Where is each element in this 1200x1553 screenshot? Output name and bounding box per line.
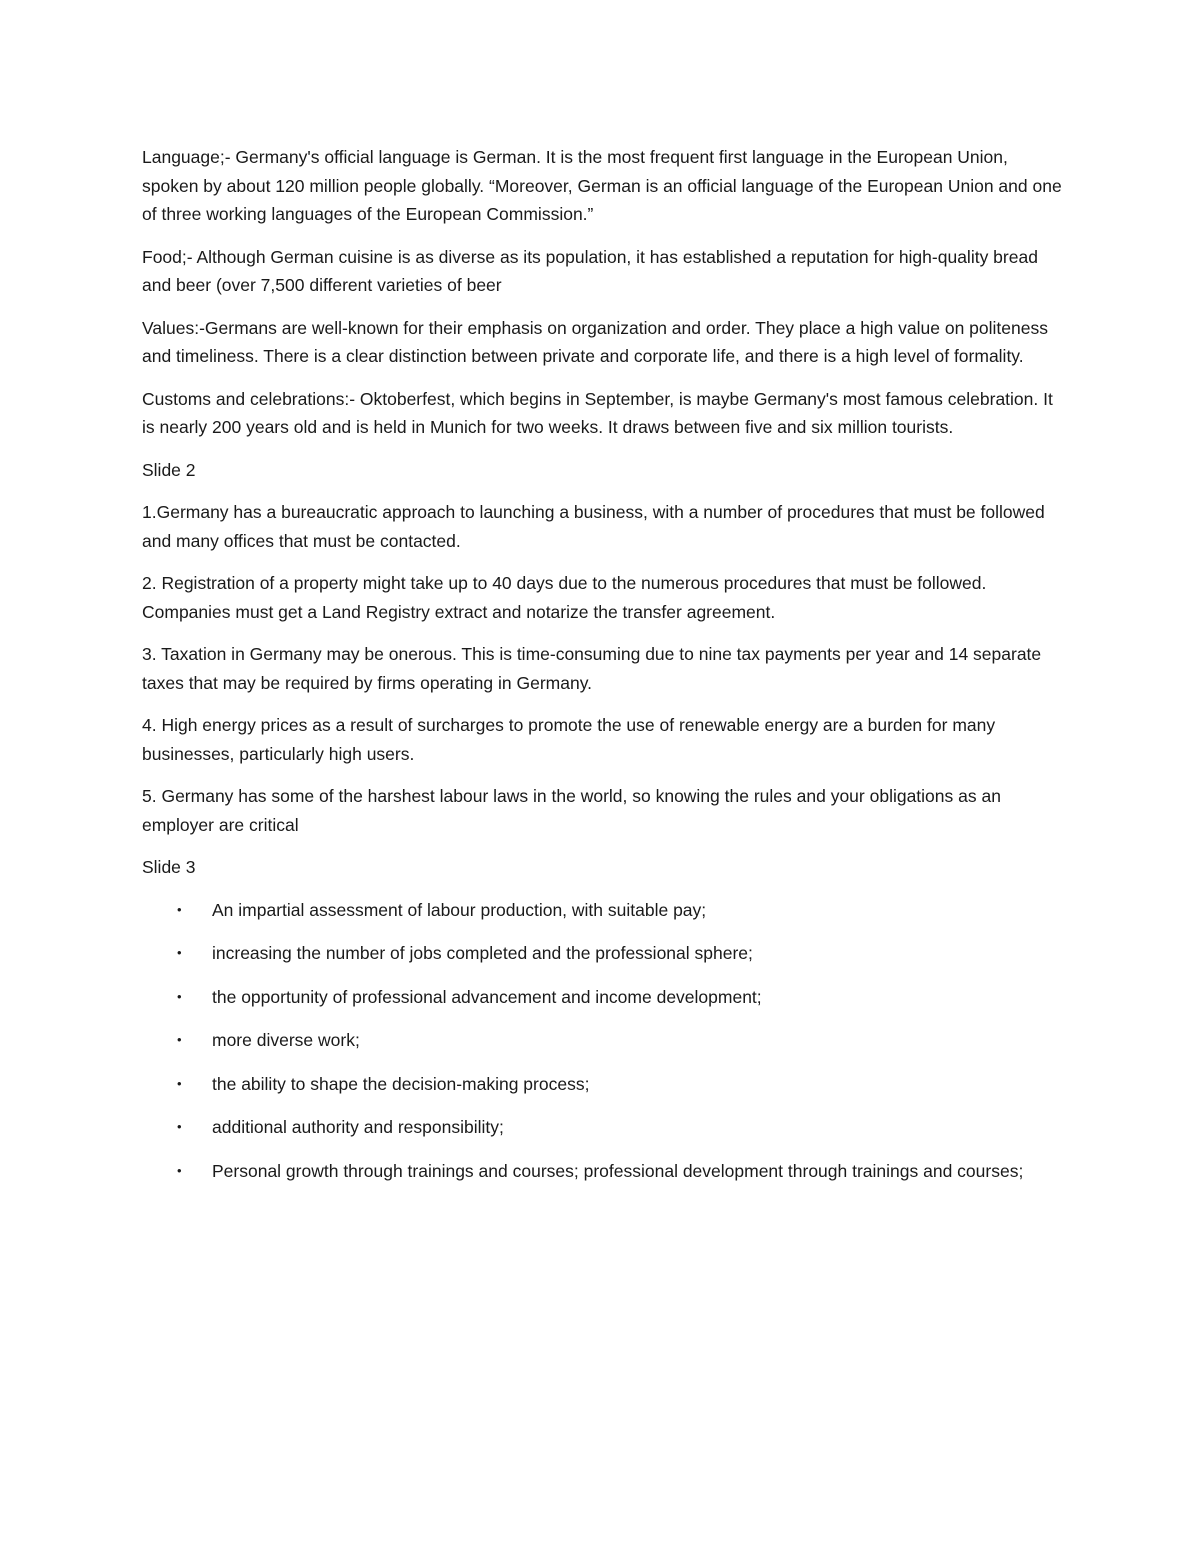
list-item-text: more diverse work; xyxy=(212,1030,360,1050)
bullet-icon: • xyxy=(177,1162,182,1178)
slide-3-label: Slide 3 xyxy=(142,857,196,877)
slide-2-item: 4. High energy prices as a result of surcharges to promote the use of renewable energy are a burden for many businesses, particularly high users. xyxy=(142,715,996,764)
slide-2-item: 5. Germany has some of the harshest labour laws in the world, so knowing the rules and your obligations as an employer are critical xyxy=(142,786,1001,835)
slide-2-item: 3. Taxation in Germany may be onerous. This is time-consuming due to nine tax payments per year and 14 separate taxes that may be required by firms operating in Germany. xyxy=(142,644,1042,693)
list-item xyxy=(142,983,1062,1012)
bullet-icon: • xyxy=(177,988,182,1004)
slide-3-bullet-list xyxy=(142,896,1062,1186)
values-paragraph: Values:-Germans are well-known for their emphasis on organization and order. They place a high value on politeness and timeliness. There is a clear distinction between private and corporate life, and there is a high level of formality. xyxy=(142,317,1048,366)
customs-paragraph: Customs and celebrations:- Oktoberfest, which begins in September, is maybe Germany's most famous celebration. It is nearly 200 years old and is held in Munich for two weeks. It draws between five and six million tourists. xyxy=(142,388,1053,437)
list-item xyxy=(142,939,1062,968)
food-paragraph: Food;- Although German cuisine is as diverse as its population, it has established a reputation for high-quality bread and beer (over 7,500 different varieties of beer xyxy=(142,246,1038,295)
list-item xyxy=(142,896,1062,925)
list-item-text: An impartial assessment of labour production, with suitable pay; xyxy=(212,899,707,920)
slide-2-label: Slide 2 xyxy=(142,459,196,480)
language-paragraph: Language;- Germany's official language is German. It is the most frequent first language in the European Union, spoken by about 120 million people globally. “Moreover, German is an official language of the European Union and one of three working languages of the European Commission.” xyxy=(142,147,1062,224)
bullet-icon: • xyxy=(177,1119,182,1134)
bullet-icon: • xyxy=(177,1075,182,1091)
list-item xyxy=(142,1026,1062,1055)
bullet-icon: • xyxy=(177,945,182,960)
list-item xyxy=(142,1157,1062,1186)
slide-2-item: 2. Registration of a property might take up to 40 days due to the numerous procedures that must be followed. Companies must get a Land Registry extract and notarize the transfer agreement. xyxy=(142,573,987,622)
list-item-text: increasing the number of jobs completed and the professional sphere; xyxy=(212,943,753,963)
list-item-text: additional authority and responsibility; xyxy=(212,1117,504,1137)
list-item xyxy=(142,1113,1062,1142)
list-item-text: the opportunity of professional advancement and income development; xyxy=(212,986,762,1007)
bullet-icon: • xyxy=(177,901,182,917)
list-item-text: Personal growth through trainings and courses; professional development through trainings and courses; xyxy=(212,1160,1024,1181)
slide-2-item: 1.Germany has a bureaucratic approach to launching a business, with a number of procedures that must be followed and many offices that must be contacted. xyxy=(142,502,1045,551)
document-body xyxy=(142,143,1062,1200)
list-item xyxy=(142,1070,1062,1099)
list-item-text: the ability to shape the decision-making process; xyxy=(212,1073,590,1094)
bullet-icon: • xyxy=(177,1032,182,1047)
